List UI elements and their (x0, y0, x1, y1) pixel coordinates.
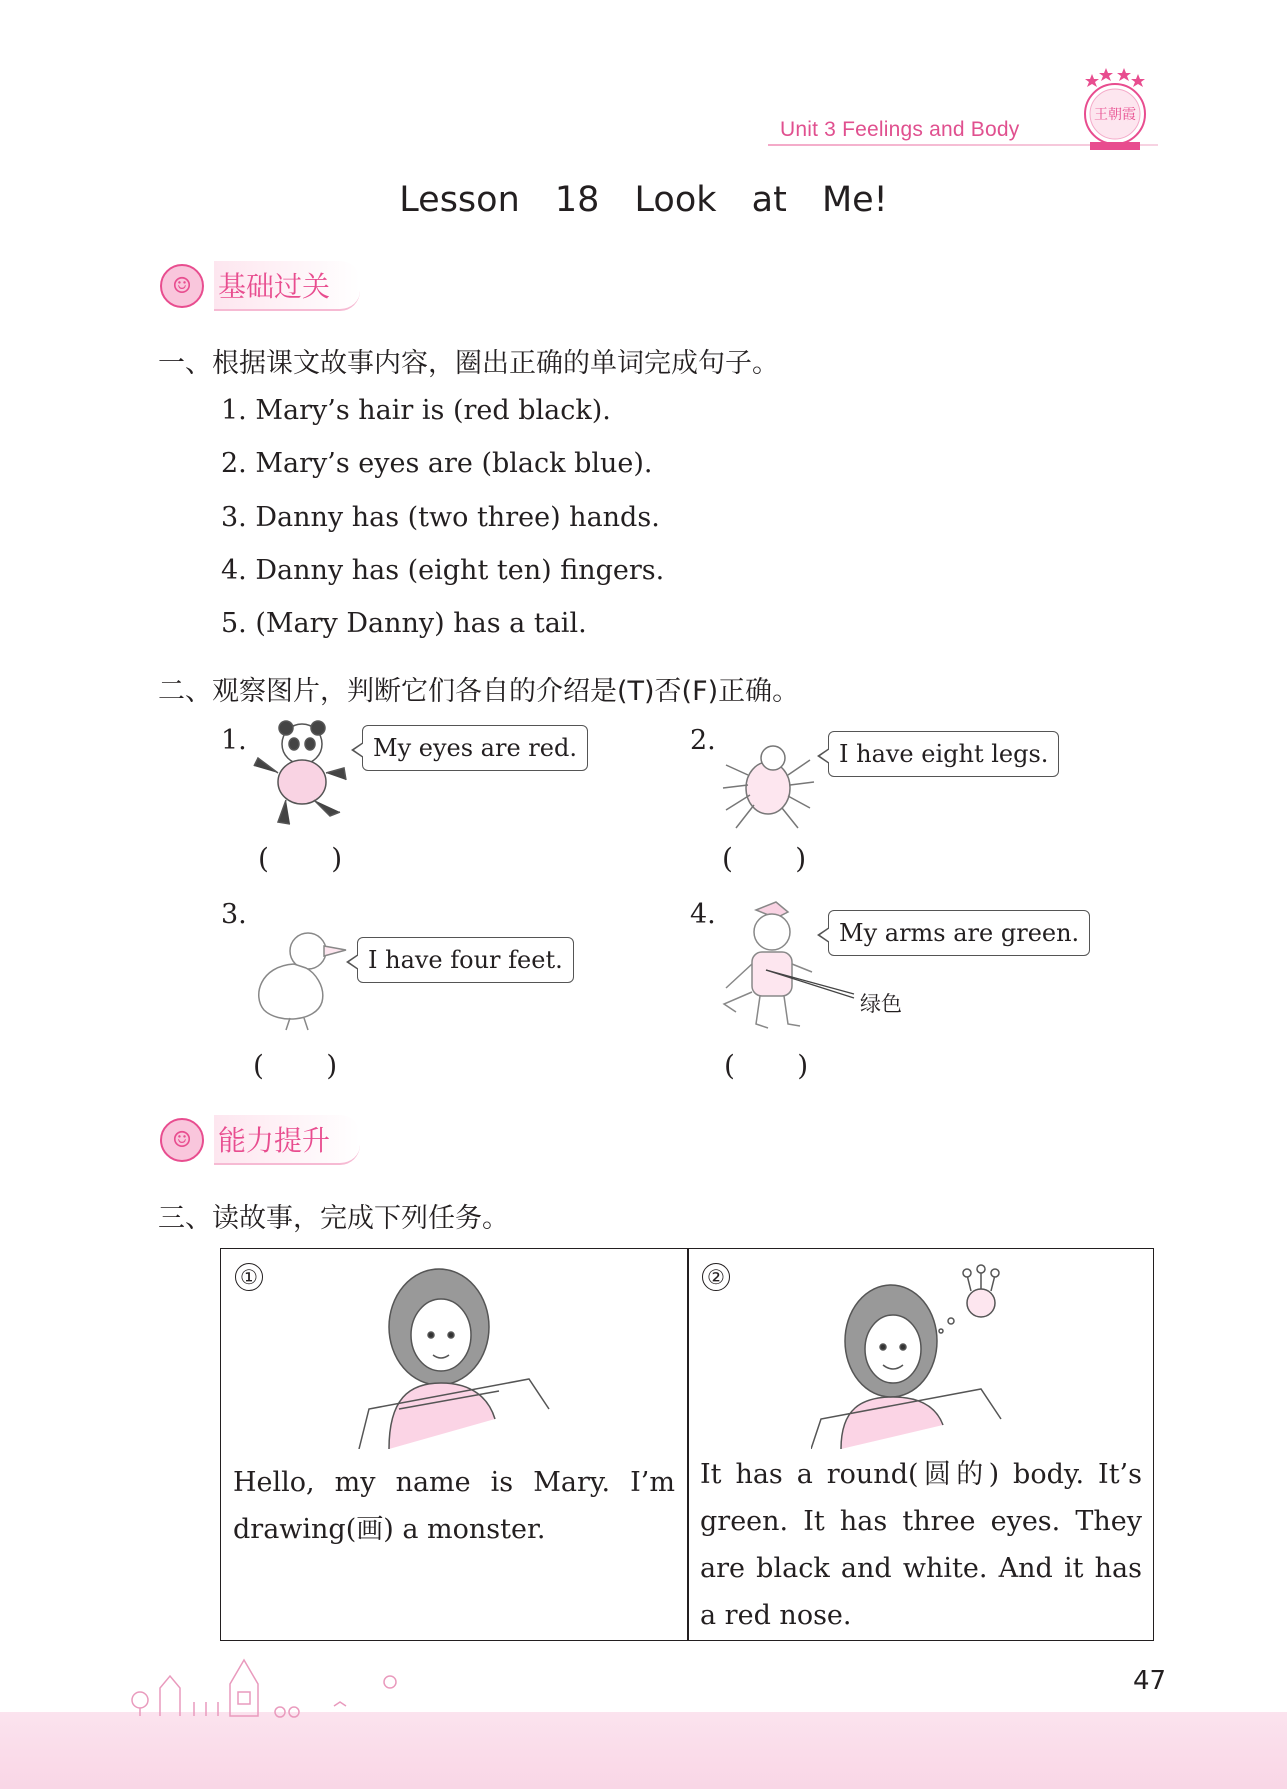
section-badge-basic (160, 264, 360, 308)
question-1-heading: 一、根据课文故事内容，圈出正确的单词完成句子。 (158, 348, 779, 379)
castle-decoration (120, 1648, 420, 1722)
spider-illustration (718, 730, 818, 834)
boy-face-icon: ☺ (160, 1118, 204, 1162)
speech-bubble: My arms are green. (828, 910, 1090, 956)
answer-blank[interactable]: ( ) (722, 842, 807, 875)
question-2-heading: 二、观察图片，判断它们各自的介绍是(T)否(F)正确。 (158, 676, 800, 707)
girl-face-icon: ☺ (160, 264, 204, 308)
q1-item: 4. Danny has (eight ten) fingers. (221, 555, 665, 586)
speech-bubble: My eyes are red. (362, 725, 588, 771)
panel-number: ① (235, 1263, 263, 1291)
duck-illustration (250, 926, 350, 1040)
unit-header: Unit 3 Feelings and Body (780, 118, 1020, 141)
question-3-heading: 三、读故事，完成下列任务。 (158, 1203, 509, 1234)
q1-item: 3. Danny has (two three) hands. (221, 502, 660, 533)
q2-item-number: 3. (221, 899, 247, 930)
answer-blank[interactable]: ( ) (258, 842, 343, 875)
answer-blank[interactable]: ( ) (253, 1049, 338, 1082)
story-text: It has a round(圆的) body. It’s green. It has three eyes. They are black and white. And it has a red nose. (700, 1459, 1142, 1631)
panel-number: ② (702, 1263, 730, 1291)
q2-item-number: 2. (690, 725, 716, 756)
footer-band (0, 1712, 1287, 1789)
lesson-title: Lesson 18 Look at Me! (399, 180, 888, 220)
speech-bubble: I have eight legs. (828, 731, 1059, 777)
mary-drawing-illustration (349, 1259, 569, 1453)
q2-item-number: 1. (221, 725, 247, 756)
mary-monster-illustration (811, 1259, 1051, 1453)
story-table (220, 1248, 1154, 1641)
green-label: 绿色 (860, 992, 902, 1016)
section-label: 能力提升 (214, 1115, 360, 1165)
story-text: Hello, my name is Mary. I’m drawing(画) a monster. (233, 1467, 675, 1545)
table-divider (687, 1249, 689, 1640)
q1-item: 2. Mary’s eyes are (black blue). (221, 448, 653, 479)
section-badge-advanced (160, 1118, 360, 1162)
section-label: 基础过关 (214, 261, 360, 311)
answer-blank[interactable]: ( ) (724, 1049, 809, 1082)
q1-item: 5. (Mary Danny) has a tail. (221, 608, 587, 639)
panda-illustration (250, 718, 360, 834)
q2-item-number: 4. (690, 899, 716, 930)
page-number: 47 (1133, 1666, 1167, 1696)
publisher-logo (1076, 64, 1154, 154)
speech-bubble: I have four feet. (357, 937, 574, 983)
logo-text: 王朝霞 (1094, 107, 1136, 123)
q1-item: 1. Mary’s hair is (red black). (221, 395, 611, 426)
